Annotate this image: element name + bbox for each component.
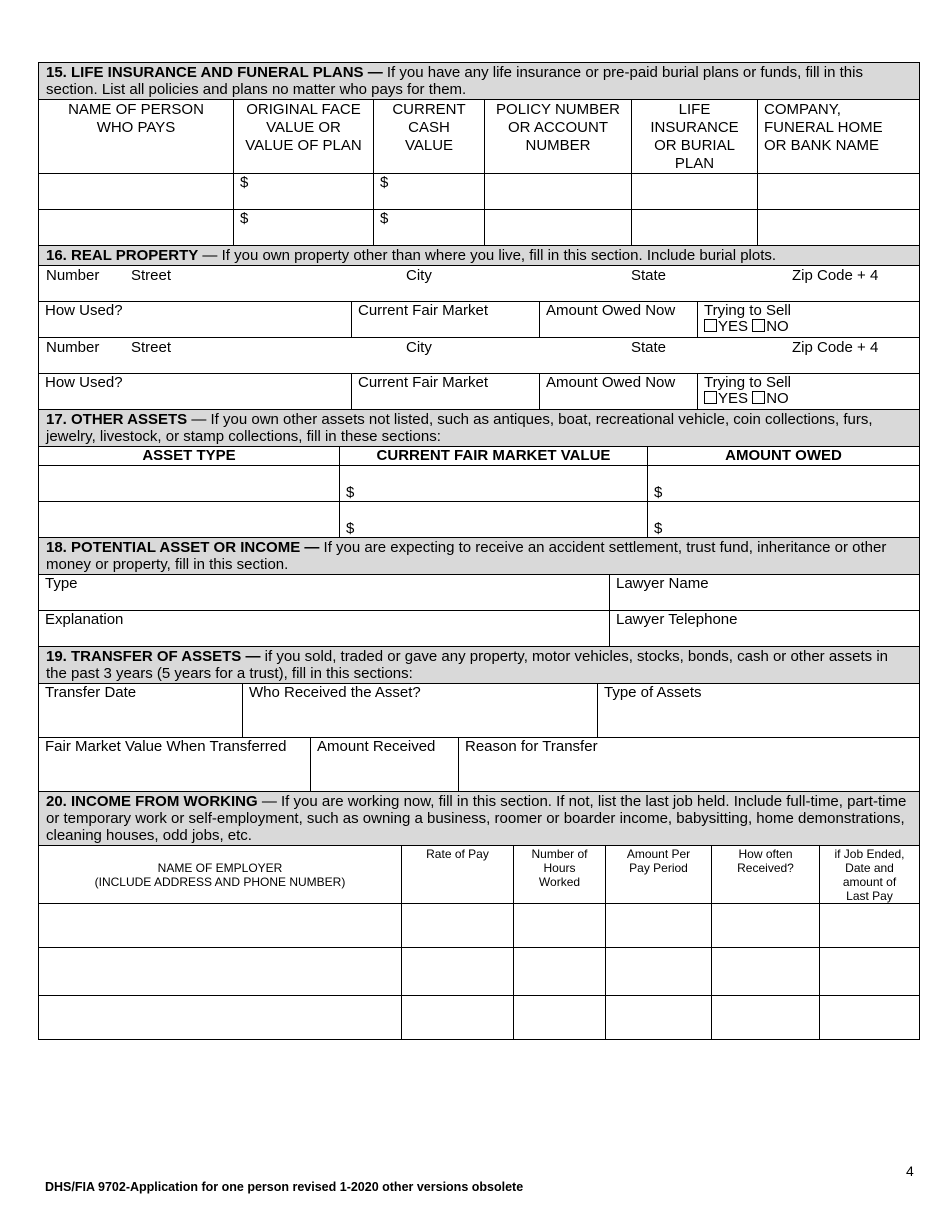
s15-col-company: COMPANY, FUNERAL HOME OR BANK NAME xyxy=(758,100,920,174)
s15-r1-plan-field[interactable] xyxy=(632,174,758,210)
s19-reason-field[interactable]: Reason for Transfer xyxy=(459,738,920,792)
s20-r2-rate-field[interactable] xyxy=(402,948,514,996)
section-17-table xyxy=(38,409,920,538)
s20-col-hours: Number of Hours Worked xyxy=(514,846,606,904)
s20-r1-often-field[interactable] xyxy=(712,904,820,948)
s19-amount-received-field[interactable]: Amount Received xyxy=(311,738,459,792)
s16-address-2-field[interactable]: Number Street City State Zip Code + 4 xyxy=(39,338,920,374)
s15-r2-policy-field[interactable] xyxy=(485,210,632,246)
s16-yes-2-checkbox[interactable] xyxy=(704,391,717,404)
s19-who-received-field[interactable]: Who Received the Asset? xyxy=(243,684,598,738)
s18-type-field[interactable]: Type xyxy=(39,575,610,611)
section-19-header: 19. TRANSFER OF ASSETS — if you sold, traded or gave any property, motor vehicles, stocks, bonds, cash or other assets in the past 3 years (5 years for a trust), fill in this sections: xyxy=(39,647,920,684)
s15-col-policy-number: POLICY NUMBER OR ACCOUNT NUMBER xyxy=(485,100,632,174)
s15-r2-cash-value-field[interactable]: $ xyxy=(374,210,485,246)
s20-col-amount: Amount Per Pay Period xyxy=(606,846,712,904)
s20-col-how-often: How often Received? xyxy=(712,846,820,904)
s15-r1-policy-field[interactable] xyxy=(485,174,632,210)
s16-trying-to-sell-1: Trying to Sell YES NO xyxy=(698,302,920,338)
s20-r3-employer-field[interactable] xyxy=(39,996,402,1040)
s17-r1-value-field[interactable]: $ xyxy=(340,466,648,502)
s17-r2-owed-field[interactable]: $ xyxy=(648,502,920,538)
s16-how-used-2-field[interactable]: How Used? xyxy=(39,374,352,410)
s17-col-fair-value: CURRENT FAIR MARKET VALUE xyxy=(340,447,648,466)
s20-r2-ended-field[interactable] xyxy=(820,948,920,996)
s15-r2-company-field[interactable] xyxy=(758,210,920,246)
table-row xyxy=(39,904,920,948)
s15-col-face-value: ORIGINAL FACE VALUE OR VALUE OF PLAN xyxy=(234,100,374,174)
s18-lawyer-phone-field[interactable]: Lawyer Telephone xyxy=(610,611,920,647)
s16-owed-1-field[interactable]: Amount Owed Now xyxy=(540,302,698,338)
s15-r2-plan-field[interactable] xyxy=(632,210,758,246)
s19-fmv-field[interactable]: Fair Market Value When Transferred xyxy=(39,738,311,792)
s20-col-job-ended: if Job Ended, Date and amount of Last Pay xyxy=(820,846,920,904)
section-20-table xyxy=(38,791,920,1040)
s15-r1-face-value-field[interactable]: $ xyxy=(234,174,374,210)
s18-lawyer-name-field[interactable]: Lawyer Name xyxy=(610,575,920,611)
s16-address-1-field[interactable]: Number Street City State Zip Code + 4 xyxy=(39,266,920,302)
form-page xyxy=(38,62,919,1040)
s16-owed-2-field[interactable]: Amount Owed Now xyxy=(540,374,698,410)
s17-r2-value-field[interactable]: $ xyxy=(340,502,648,538)
section-15-header: 15. LIFE INSURANCE AND FUNERAL PLANS — If you have any life insurance or pre-paid burial plans or funds, fill in this section. List all policies and plans no matter who pays for them. xyxy=(39,63,920,100)
s20-r1-hours-field[interactable] xyxy=(514,904,606,948)
s19-transfer-date-field[interactable]: Transfer Date xyxy=(39,684,243,738)
table-row xyxy=(39,948,920,996)
s16-how-used-1-field[interactable]: How Used? xyxy=(39,302,352,338)
s15-col-plan-type: LIFE INSURANCE OR BURIAL PLAN xyxy=(632,100,758,174)
table-row xyxy=(39,174,920,210)
s16-yes-1-checkbox[interactable] xyxy=(704,319,717,332)
s18-explanation-field[interactable]: Explanation xyxy=(39,611,610,647)
s20-r3-hours-field[interactable] xyxy=(514,996,606,1040)
s20-col-employer: NAME OF EMPLOYER (INCLUDE ADDRESS AND PHONE NUMBER) xyxy=(39,846,402,904)
section-15-table xyxy=(38,62,920,246)
s15-r1-company-field[interactable] xyxy=(758,174,920,210)
s16-no-1-checkbox[interactable] xyxy=(752,319,765,332)
section-17-header: 17. OTHER ASSETS — If you own other assets not listed, such as antiques, boat, recreational vehicle, coin collections, furs, jewelry, livestock, or stamp collections, fill in these sections: xyxy=(39,410,920,447)
s16-trying-to-sell-2: Trying to Sell YES NO xyxy=(698,374,920,410)
s17-r1-owed-field[interactable]: $ xyxy=(648,466,920,502)
page-number: 4 xyxy=(906,1163,914,1179)
s16-fair-market-1-field[interactable]: Current Fair Market xyxy=(352,302,540,338)
s20-r3-amount-field[interactable] xyxy=(606,996,712,1040)
s20-r1-amount-field[interactable] xyxy=(606,904,712,948)
s20-r2-often-field[interactable] xyxy=(712,948,820,996)
s16-fair-market-2-field[interactable]: Current Fair Market xyxy=(352,374,540,410)
s17-col-asset-type: ASSET TYPE xyxy=(39,447,340,466)
s20-r3-rate-field[interactable] xyxy=(402,996,514,1040)
s20-r3-ended-field[interactable] xyxy=(820,996,920,1040)
s15-r2-payer-field[interactable] xyxy=(39,210,234,246)
section-18-header: 18. POTENTIAL ASSET OR INCOME — If you are expecting to receive an accident settlement, trust fund, inheritance or other money or property, fill in this section. xyxy=(39,538,920,575)
section-16-table xyxy=(38,245,920,410)
s17-r2-asset-field[interactable] xyxy=(39,502,340,538)
s20-r1-employer-field[interactable] xyxy=(39,904,402,948)
table-row xyxy=(39,996,920,1040)
section-16-header: 16. REAL PROPERTY — If you own property other than where you live, fill in this section. Include burial plots. xyxy=(39,246,920,266)
s20-r2-amount-field[interactable] xyxy=(606,948,712,996)
s20-r3-often-field[interactable] xyxy=(712,996,820,1040)
s20-r1-rate-field[interactable] xyxy=(402,904,514,948)
section-19-table xyxy=(38,646,920,792)
table-row xyxy=(39,502,920,538)
s20-r1-ended-field[interactable] xyxy=(820,904,920,948)
s19-type-assets-field[interactable]: Type of Assets xyxy=(598,684,920,738)
s20-r2-hours-field[interactable] xyxy=(514,948,606,996)
form-footer: DHS/FIA 9702-Application for one person revised 1-2020 other versions obsolete xyxy=(45,1180,524,1194)
s17-r1-asset-field[interactable] xyxy=(39,466,340,502)
s20-r2-employer-field[interactable] xyxy=(39,948,402,996)
section-18-table xyxy=(38,537,920,647)
s20-col-rate: Rate of Pay xyxy=(402,846,514,904)
s17-col-amount-owed: AMOUNT OWED xyxy=(648,447,920,466)
s16-no-2-checkbox[interactable] xyxy=(752,391,765,404)
s15-r1-cash-value-field[interactable]: $ xyxy=(374,174,485,210)
s15-col-cash-value: CURRENT CASH VALUE xyxy=(374,100,485,174)
section-20-header: 20. INCOME FROM WORKING — If you are working now, fill in this section. If not, list the last job held. Include full-time, part-time or temporary work or self-employment, such as owning a business, roomer or boarder income, babysitting, home demonstrations, cleaning houses, odd jobs, etc. xyxy=(39,792,920,846)
s15-r1-payer-field[interactable] xyxy=(39,174,234,210)
table-row xyxy=(39,210,920,246)
s15-col-payer: NAME OF PERSON WHO PAYS xyxy=(39,100,234,174)
table-row xyxy=(39,466,920,502)
s15-r2-face-value-field[interactable]: $ xyxy=(234,210,374,246)
